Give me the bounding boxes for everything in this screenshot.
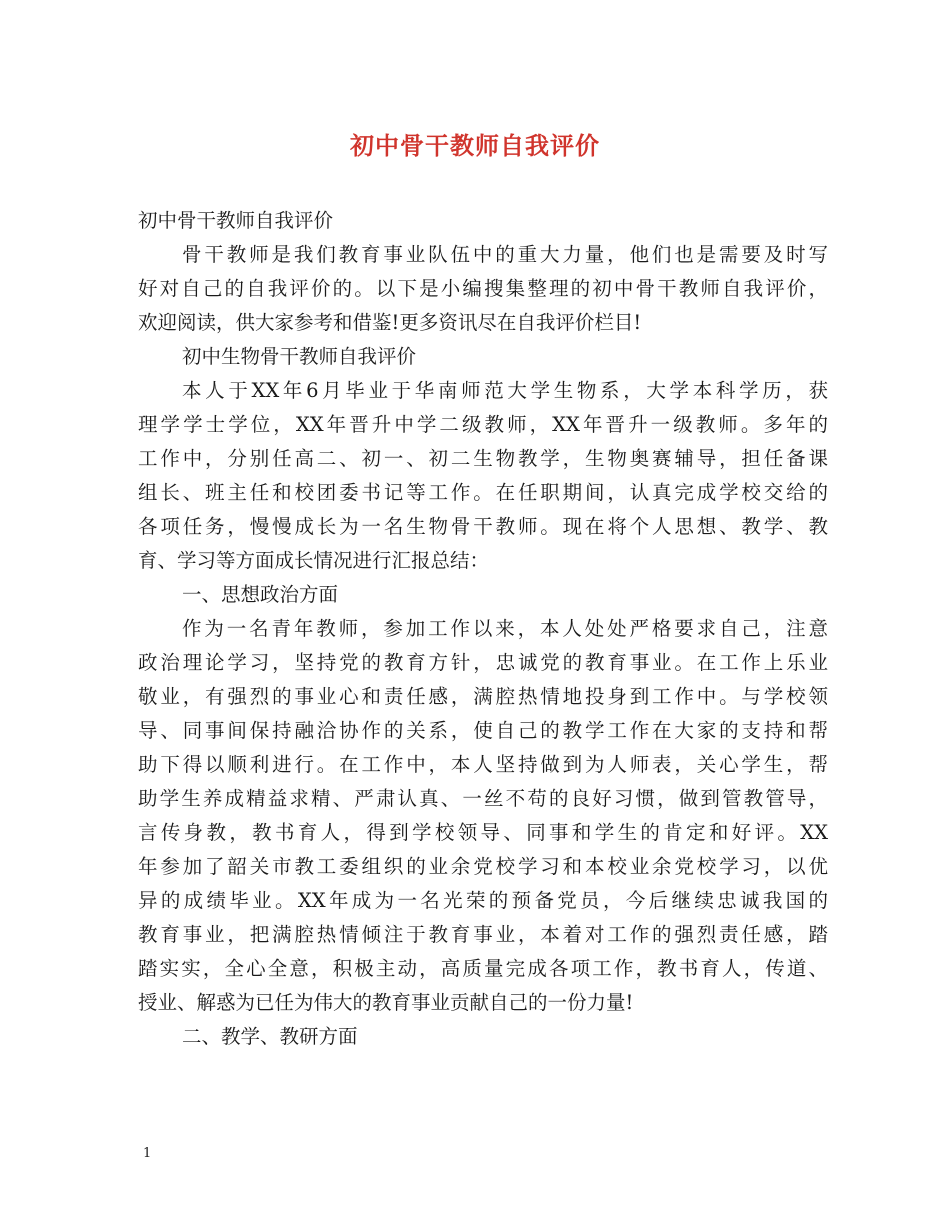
text-line: 骨干教师是我们教育事业队伍中的重大力量，他们也是需要及时写 [182, 243, 828, 266]
text-line: 教育事业，把满腔热情倾注于教育事业，本着对工作的强烈责任感，踏 [138, 923, 828, 946]
text-line: 二、教学、教研方面 [182, 1025, 358, 1048]
text-line: 助下得以顺利进行。在工作中，本人坚持做到为人师表，关心学生，帮 [138, 753, 828, 776]
document-body [138, 204, 828, 1054]
text-line: 各项任务，慢慢成长为一名生物骨干教师。现在将个人思想、教学、教 [138, 515, 828, 538]
text-line: 理学学士学位，XX年晋升中学二级教师，XX年晋升一级教师。多年的 [138, 413, 828, 436]
text-line: 育、学习等方面成长情况进行汇报总结： [138, 549, 490, 572]
text-line: 年参加了韶关市教工委组织的业余党校学习和本校业余党校学习，以优 [138, 855, 828, 878]
page-number: 1 [143, 1146, 152, 1161]
text-line: 好对自己的自我评价的。以下是小编搜集整理的初中骨干教师自我评价， [138, 277, 828, 300]
text-line: 初中骨干教师自我评价 [138, 209, 334, 232]
text-line: 异的成绩毕业。XX年成为一名光荣的预备党员，今后继续忠诚我国的 [138, 889, 828, 912]
text-line: 踏实实，全心全意，积极主动，高质量完成各项工作，教书育人，传道、 [138, 957, 828, 980]
text-line: 工作中，分别任高二、初一、初二生物教学，生物奥赛辅导，担任备课 [138, 447, 828, 470]
text-line: 欢迎阅读，供大家参考和借鉴!更多资讯尽在自我评价栏目! [138, 311, 642, 334]
text-line: 初中生物骨干教师自我评价 [182, 345, 417, 368]
text-line: 作为一名青年教师，参加工作以来，本人处处严格要求自己，注意 [182, 617, 828, 640]
text-line: 言传身教，教书育人，得到学校领导、同事和学生的肯定和好评。XX [138, 821, 828, 844]
text-line: 助学生养成精益求精、严肃认真、一丝不苟的良好习惯，做到管教管导， [138, 787, 828, 810]
text-line: 授业、解惑为已任为伟大的教育事业贡献自己的一份力量! [138, 991, 634, 1014]
text-line: 导、同事间保持融洽协作的关系，使自己的教学工作在大家的支持和帮 [138, 719, 828, 742]
text-line: 一、思想政治方面 [182, 583, 339, 606]
text-line: 组长、班主任和校团委书记等工作。在任职期间，认真完成学校交给的 [138, 481, 828, 504]
text-line: 敬业，有强烈的事业心和责任感，满腔热情地投身到工作中。与学校领 [138, 685, 828, 708]
text-line: 本人于XX年6月毕业于华南师范大学生物系，大学本科学历，获 [182, 379, 828, 402]
text-line: 政治理论学习，坚持党的教育方针，忠诚党的教育事业。在工作上乐业 [138, 651, 828, 674]
document-title: 初中骨干教师自我评价 [350, 131, 600, 160]
